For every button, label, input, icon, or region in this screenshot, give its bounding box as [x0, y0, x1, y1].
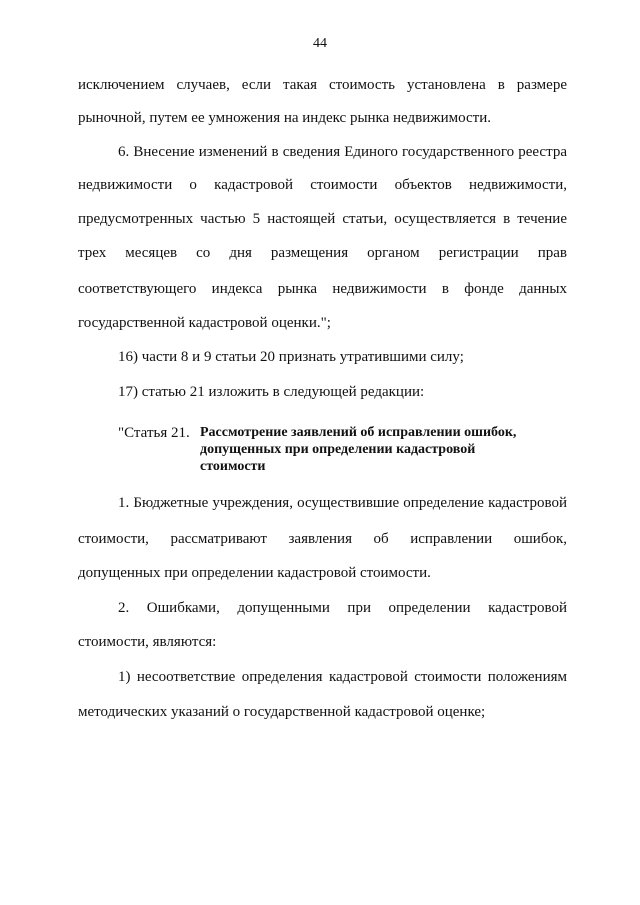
- paragraph-line: 16) части 8 и 9 статьи 20 признать утратившими силу;: [118, 349, 464, 365]
- article-title: [200, 424, 560, 475]
- article-title-line: Рассмотрение заявлений об исправлении ошибок,: [200, 425, 517, 440]
- paragraph-line: стоимости, являются:: [78, 634, 217, 650]
- paragraph-line: 17) статью 21 изложить в следующей редакции:: [118, 384, 425, 400]
- paragraph-line: 2. Ошибками, допущенными при определении кадастровой: [118, 600, 567, 616]
- paragraph-line: государственной кадастровой оценки.";: [78, 315, 331, 331]
- article-title-line: стоимости: [200, 459, 266, 474]
- paragraph-line: недвижимости о кадастровой стоимости объектов недвижимости,: [78, 177, 567, 193]
- article-label: "Статья 21.: [118, 425, 190, 441]
- paragraph-line: 1. Бюджетные учреждения, осуществившие определение кадастровой: [118, 495, 567, 511]
- paragraph-line: 1) несоответствие определения кадастровой стоимости положениям: [118, 669, 567, 685]
- paragraph-line: 6. Внесение изменений в сведения Единого государственного реестра: [118, 144, 567, 160]
- paragraph-line: рыночной, путем ее умножения на индекс рынка недвижимости.: [78, 110, 491, 126]
- paragraph-line: соответствующего индекса рынка недвижимости в фонде данных: [78, 281, 567, 297]
- page-number: 44: [313, 36, 327, 51]
- paragraph-line: стоимости, рассматривают заявления об исправлении ошибок,: [78, 531, 567, 547]
- article-title-line: допущенных при определении кадастровой: [200, 442, 476, 457]
- paragraph-line: допущенных при определении кадастровой стоимости.: [78, 565, 431, 581]
- paragraph-line: предусмотренных частью 5 настоящей статьи, осуществляется в течение: [78, 211, 567, 227]
- paragraph-line: исключением случаев, если такая стоимость установлена в размере: [78, 77, 567, 93]
- paragraph-line: трех месяцев со дня размещения органом регистрации прав: [78, 245, 567, 261]
- paragraph-line: методических указаний о государственной кадастровой оценке;: [78, 704, 486, 720]
